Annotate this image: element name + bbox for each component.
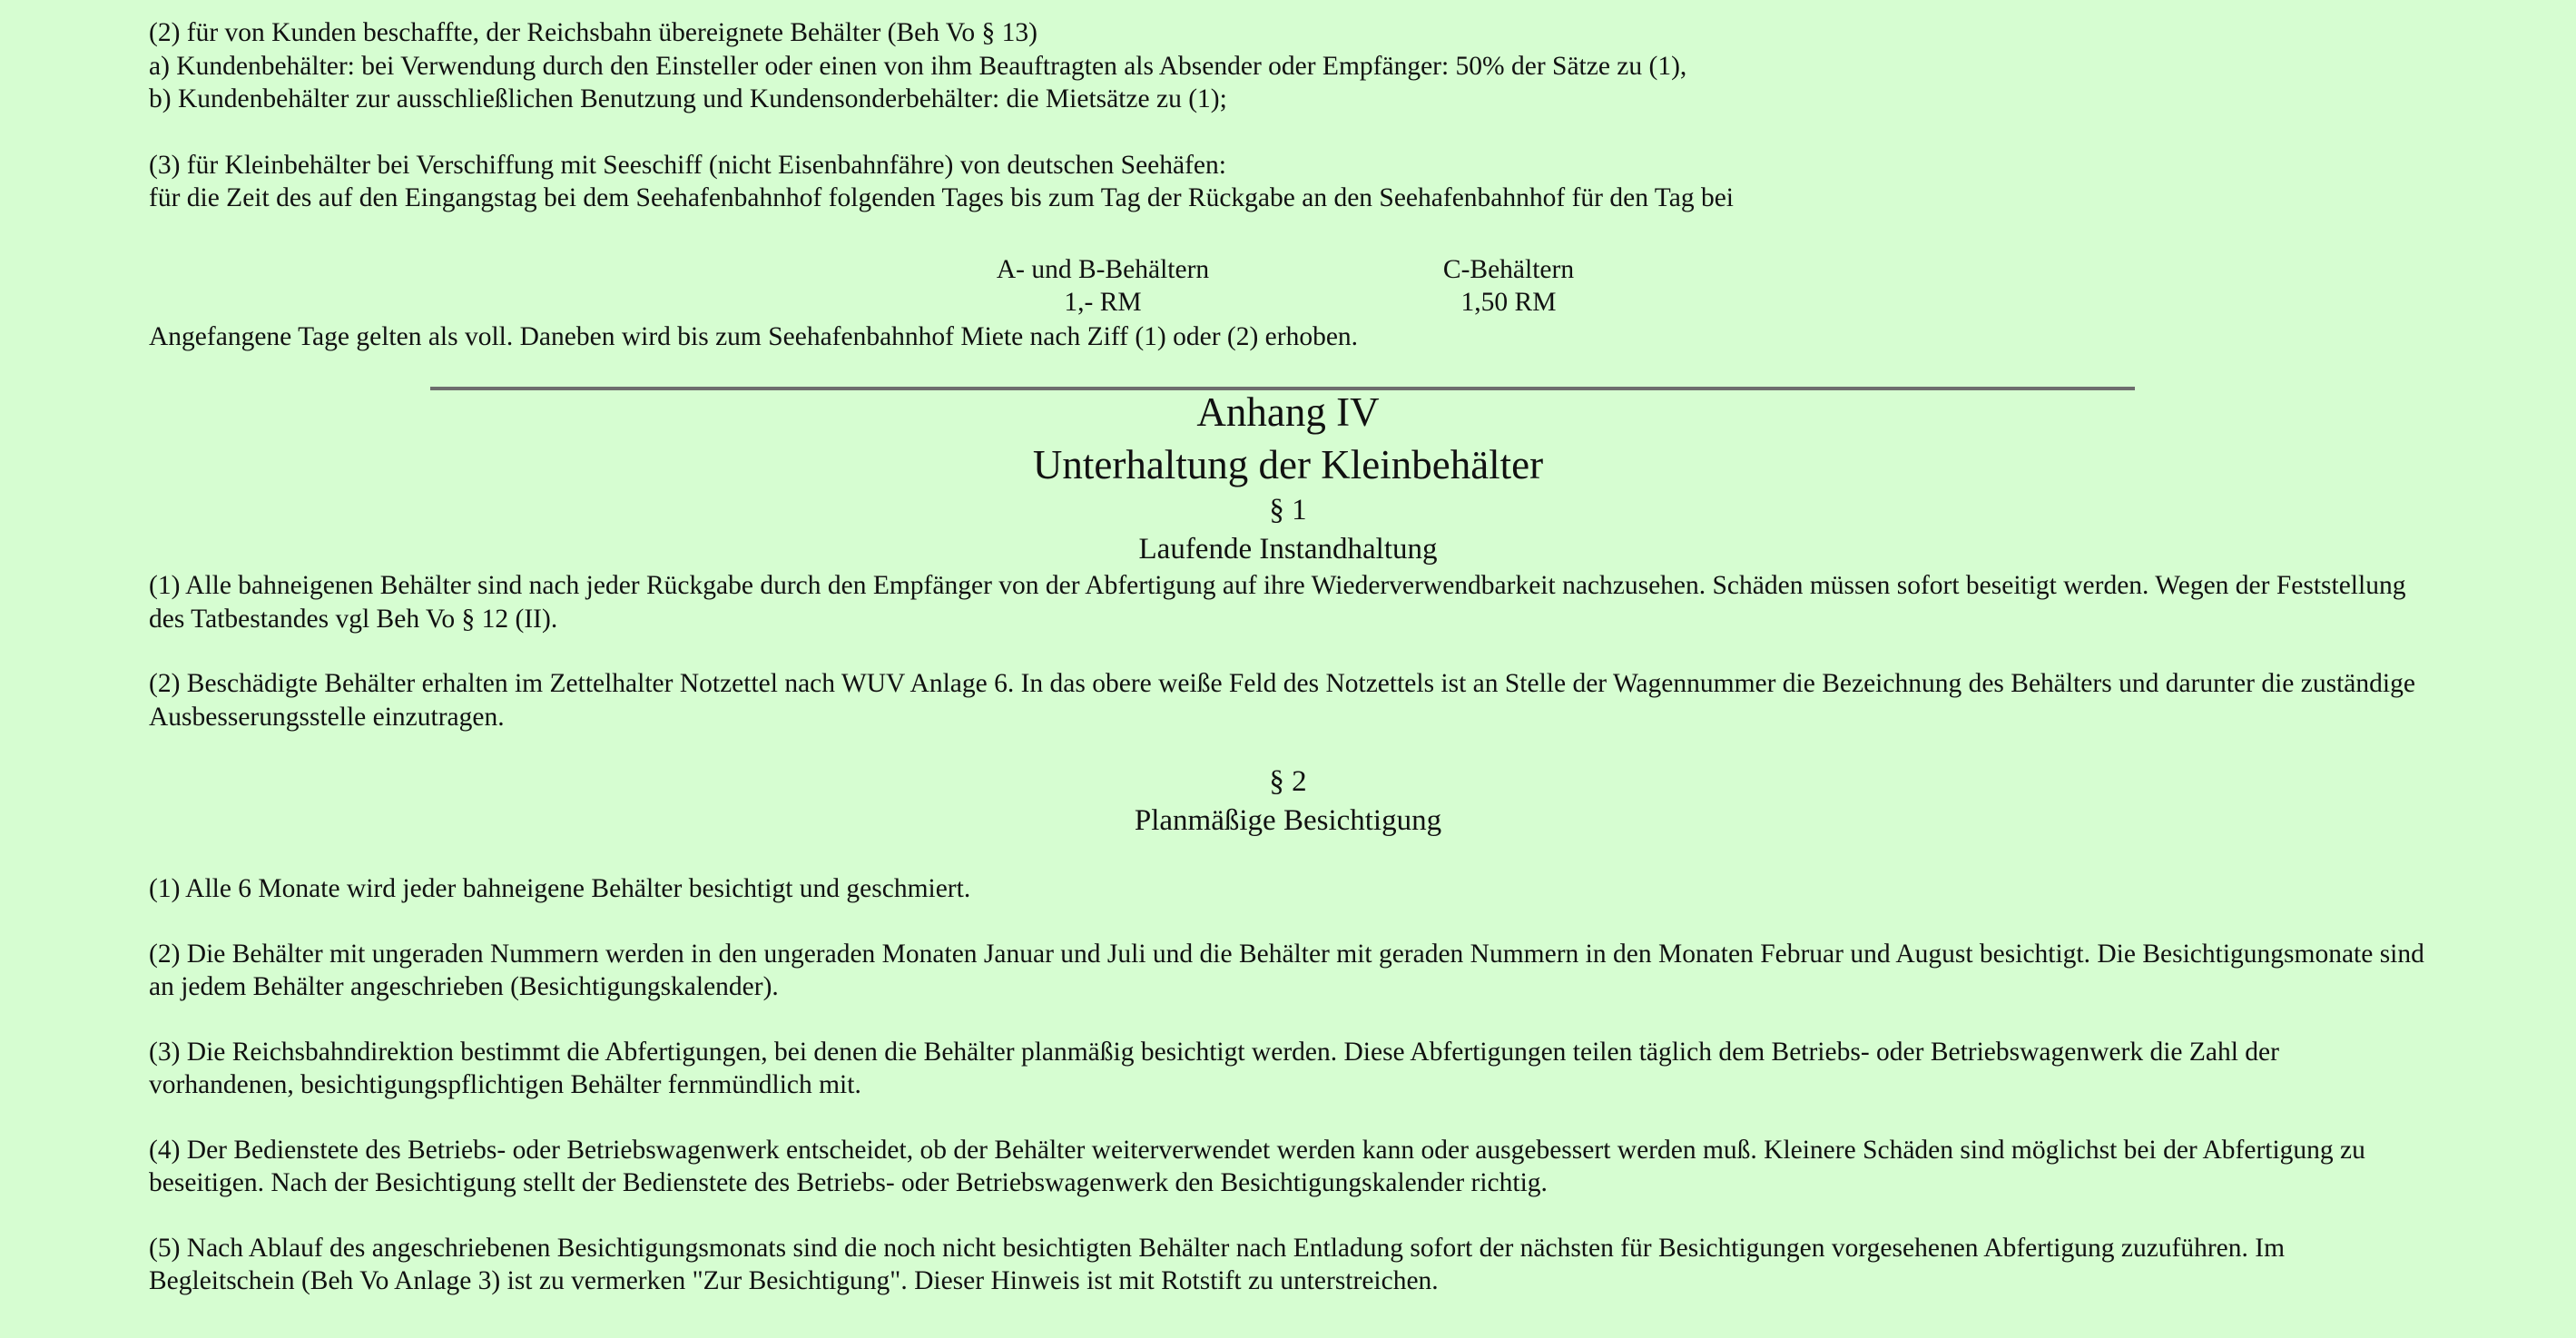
rates-table: [149, 253, 2427, 324]
s2-item-2: (2) Die Behälter mit ungeraden Nummern werden in den ungeraden Monaten Januar und Juli und die Behälter mit geraden Nummern in den Monaten Februar und August besichtigt. Die Besichtigungsmonate sind an jedem Behälter angeschrieben (Besichtigungskalender).: [149, 939, 2424, 1001]
s1-item-2: (2) Beschädigte Behälter erhalten im Zettelhalter Notzettel nach WUV Anlage 6. In das obere weiße Feld des Notzettels ist an Stelle der Wagennummer die Bezeichnung des Behälters und darunter die zuständige Ausbesserungsstelle einzutragen.: [149, 669, 2415, 732]
paragraph-2b: b) Kundenbehälter zur ausschließlichen Benutzung und Kundensonderbehälter: die Mietsätze zu (1);: [149, 84, 1227, 113]
s2-item-5: (5) Nach Ablauf des angeschriebenen Besichtigungsmonats sind die noch nicht besichtigten Behälter nach Entladung sofort der nächsten für Besichtigungen vorgesehenen Abfertigung zuzuführen. Im Begleitschein (Beh Vo Anlage 3) ist zu vermerken "Zur Besichtigung". Dieser Hinweis ist mit Rotstift zu unterstreichen.: [149, 1233, 2286, 1295]
s2-item-4: (4) Der Bedienstete des Betriebs- oder Betriebswagenwerk entscheidet, ob der Behälter weiterverwendet werden kann oder ausgebessert werden muß. Kleinere Schäden sind möglichst bei der Abfertigung zu beseitigen. Nach der Besichtigung stellt der Bedienstete des Betriebs- oder Betriebswagenwerk den Besichtigungskalender richtig.: [149, 1135, 2365, 1197]
section-2-number: § 2: [1269, 765, 1307, 798]
paragraph-3: (3) für Kleinbehälter bei Verschiffung mit Seeschiff (nicht Eisenbahnfähre) von deutschen Seehäfen:: [149, 150, 1226, 180]
rate-label: C-Behältern: [1442, 254, 1575, 284]
section-1-title: Laufende Instandhaltung: [1138, 533, 1438, 566]
paragraph-2: (2) für von Kunden beschaffte, der Reichsbahn übereignete Behälter (Beh Vo § 13): [149, 18, 1037, 47]
days-note: Angefangene Tage gelten als voll. Daneben wird bis zum Seehafenbahnhof Miete nach Ziff (1) oder (2) erhoben.: [149, 321, 1359, 351]
rate-value: 1,- RM: [1064, 288, 1142, 317]
section-2-title: Planmäßige Besichtigung: [1134, 804, 1442, 837]
paragraph-2a: a) Kundenbehälter: bei Verwendung durch den Einsteller oder einen von ihm Beauftragten als Absender oder Empfänger: 50% der Sätze zu (1),: [149, 51, 1687, 81]
rate-column-ab: [912, 253, 1293, 320]
document-page: [149, 16, 2427, 1298]
s1-item-1: (1) Alle bahneigenen Behälter sind nach jeder Rückgabe durch den Empfänger von der Abfertigung auf ihre Wiederverwendbarkeit nachzusehen. Schäden müssen sofort beseitigt werden. Wegen der Feststellung des Tatbestandes vgl Beh Vo § 12 (II).: [149, 571, 2406, 634]
rate-column-c: [1318, 253, 1699, 320]
s2-item-1: (1) Alle 6 Monate wird jeder bahneigene Behälter besichtigt und geschmiert.: [149, 874, 971, 903]
appendix-heading: Anhang IV: [1196, 389, 1380, 435]
paragraph-3b: für die Zeit des auf den Eingangstag bei dem Seehafenbahnhof folgenden Tages bis zum Tag der Rückgabe an den Seehafenbahnhof für den Tag bei: [149, 183, 1735, 212]
section-1-number: § 1: [1269, 494, 1307, 526]
s2-item-3: (3) Die Reichsbahndirektion bestimmt die Abfertigungen, bei denen die Behälter planmäßig besichtigt werden. Diese Abfertigungen teilen täglich dem Betriebs- oder Betriebswagenwerk die Zahl der vorhandenen, besichtigungspflichtigen Behälter fernmündlich mit.: [149, 1037, 2279, 1099]
appendix-title: Unterhaltung der Kleinbehälter: [1032, 442, 1544, 487]
rate-value: 1,50 RM: [1460, 288, 1557, 317]
rate-label: A- und B-Behältern: [996, 254, 1210, 284]
